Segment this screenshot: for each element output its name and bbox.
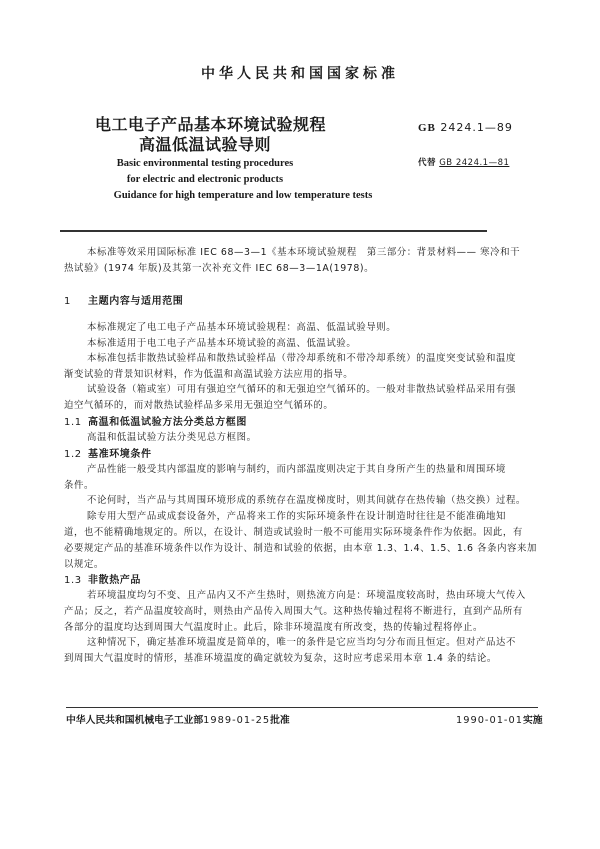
document-title-cn-line2: 高温低温试验导则 [138, 135, 271, 154]
paragraph-line: 条件。 [64, 480, 94, 491]
section-heading-1-2 [64, 445, 152, 460]
effective-label: 实施 [522, 715, 543, 726]
paragraph-line: 高温和低温试验方法分类见总方框图。 [87, 432, 257, 443]
paragraph-line: 迫空气循环的，而对散热试验样品多采用无强迫空气循环的。 [64, 400, 334, 411]
paragraph-line: 道，也不能精确地规定的。所以，在设计、制造或试验时一般不可能用实际环境条件作为依据。因此，有 [64, 527, 523, 538]
effective-info [456, 712, 543, 726]
section-title: 主题内容与适用范围 [88, 296, 184, 307]
paragraph-line: 若环境温度均匀不变、且产品内又不产生热时，则热流方向是：环境温度较高时，热由环境大气传入 [87, 590, 526, 601]
section-heading-1-1 [64, 413, 247, 428]
replaces-code: GB 2424.1—81 [439, 158, 510, 168]
section-number: 1.3 [64, 575, 82, 586]
footer-divider [66, 707, 538, 708]
document-title-cn-line1: 电工电子产品基本环境试验规程 [95, 115, 327, 134]
document-title-en-line1: Basic environmental testing procedures [116, 158, 294, 169]
standard-number [418, 121, 513, 134]
paragraph-line: 热试验》(1974 年版)及其第一次补充文件 IEC 68—3—1A(1978)。 [64, 263, 375, 274]
section-number: 1.1 [64, 417, 82, 428]
paragraph-line: 产品性能一般受其内部温度的影响与制约，而内部温度则决定于其自身所产生的热量和周围环境 [87, 464, 506, 475]
paragraph-line: 不论何时，当产品与其周围环境形成的系统存在温度梯度时，则其间就存在热传输（热交换）过程。 [87, 495, 526, 506]
standard-code: 2424.1—89 [440, 121, 513, 134]
paragraph-line: 各部分的温度均达到周围大气温度时止。此后，除非环境温度有所改变，热的传输过程将停止。 [64, 622, 483, 633]
paragraph-line: 试验设备（箱或室）可用有强迫空气循环的和无强迫空气循环的。一般对非散热试验样品采用有强 [87, 384, 516, 395]
section-number: 1.2 [64, 449, 82, 460]
replaces-label: 代替 [418, 158, 437, 168]
section-heading-1-3 [64, 571, 141, 586]
standard-prefix: GB [418, 122, 436, 134]
paragraph-line: 产品；反之，若产品温度较高时，则热由产品传入周围大气。这种热传输过程将不断进行，直到产品所有 [64, 606, 523, 617]
document-title-en-line3: Guidance for high temperature and low temperature tests [113, 190, 373, 201]
replaces-standard [418, 156, 509, 168]
paragraph-line: 必要规定产品的基准环境条件以作为设计、制造和试验的依据，由本章 1.3、1.4、1.5、1.6 各条内容来加 [64, 543, 538, 554]
paragraph-line: 本标准规定了电工电子产品基本环境试验规程：高温、低温试验导则。 [87, 322, 397, 333]
paragraph-line: 本标准适用于电工电子产品基本环境试验的高温、低温试验。 [87, 338, 357, 349]
paragraph-line: 这种情况下，确定基准环境温度是简单的，唯一的条件是它应当均匀分布而且恒定。但对产品达不 [87, 637, 516, 648]
section-title: 基准环境条件 [88, 449, 152, 460]
paragraph-line: 以规定。 [64, 559, 104, 570]
effective-date: 1990-01-01 [456, 715, 523, 726]
approval-label: 批准 [270, 715, 290, 726]
approval-info [66, 712, 290, 726]
section-heading-1 [64, 292, 183, 307]
paragraph-line: 到周围大气温度时的情形，基准环境温度的确定就较为复杂，这时应考虑采用本章 1.4 条的结论。 [64, 653, 497, 664]
paragraph-line: 除专用大型产品或成套设备外，产品将来工作的实际环境条件在设计制造时往往是不能准确地知 [87, 511, 506, 522]
paragraph-line: 本标准等效采用国际标准 IEC 68—3—1《基本环境试验规程 第三部分：背景材料—— 寒冷和干 [87, 247, 521, 258]
section-title: 高温和低温试验方法分类总方框图 [88, 417, 247, 428]
paragraph-line: 本标准包括非散热试验样品和散热试验样品（带冷却系统和不带冷却系统）的温度突变试验和温度 [87, 353, 516, 364]
header-divider [60, 230, 487, 232]
document-title-en-line2: for electric and electronic products [126, 174, 284, 185]
section-number: 1 [64, 296, 71, 307]
approval-date: 1989-01-25 [203, 715, 271, 726]
nation-standard-heading: 中华人民共和国国家标准 [201, 66, 399, 82]
paragraph-line: 渐变试验的背景知识材料，作为低温和高温试验方法应用的指导。 [64, 369, 354, 380]
approving-authority: 中华人民共和国机械电子工业部 [66, 715, 204, 726]
section-title: 非散热产品 [88, 575, 141, 586]
